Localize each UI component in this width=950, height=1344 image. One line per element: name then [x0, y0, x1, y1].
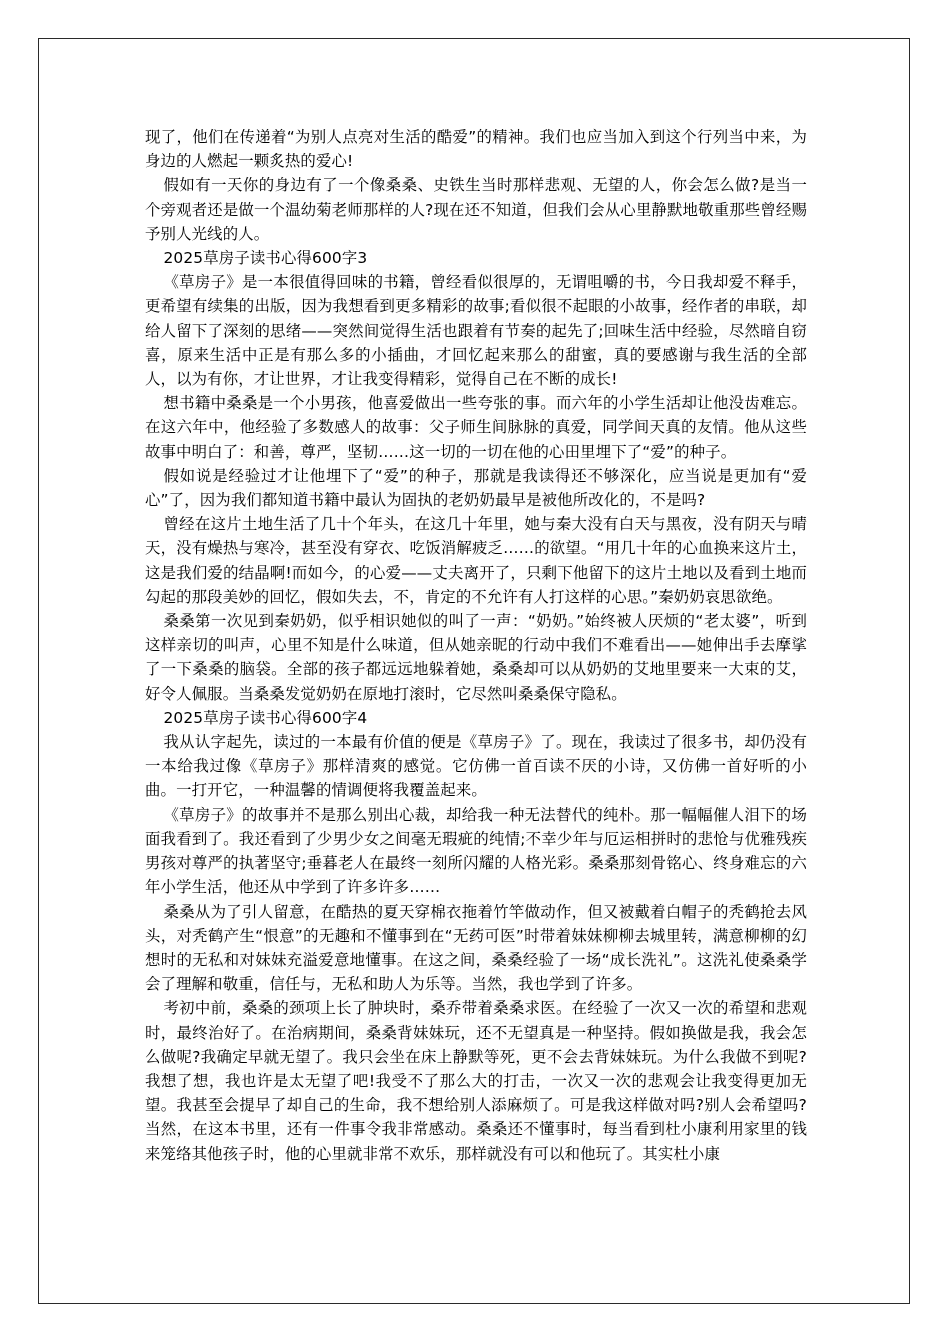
section-heading-4: 2025草房子读书心得600字4: [163, 708, 368, 727]
paragraph-3: 《草房子》是一本很值得回味的书籍，曾经看似很厚的，无谓咀嚼的书，今日我却爱不释手，更希望有续集的出版，因为我想看到更多精彩的故事;看似很不起眼的小故事，经作者的串联，却给人留下了深刻的思绪——突然间觉得生活也跟着有节奏的起先了;回味生活中经验，尽然暗自窃喜，原来生活中正是有那么多的小插曲，才回忆起来那么的甜蜜，真的要感谢与我生活的全部人，以为有你，才让世界，才让我变得精彩，觉得自己在不断的成长!: [145, 273, 807, 389]
paragraph-6: 曾经在这片土地生活了几十个年头，在这几十年里，她与秦大没有白天与黑夜，没有阴天与晴天，没有燥热与寒冷，甚至没有穿衣、吃饭消解疲乏……的欲望。“用几十年的心血换来这片土，这是我们爱的结晶啊!而如今，的心爱——丈夫离开了，只剩下他留下的这片土地以及看到土地而勾起的那段美妙的回忆，假如失去，不，肯定的不允许有人打这样的心思。”秦奶奶哀思欲绝。: [145, 515, 807, 606]
paragraph-2: 假如有一天你的身边有了一个像桑桑、史铁生当时那样悲观、无望的人，你会怎么做?是当一个旁观者还是做一个温幼菊老师那样的人?现在还不知道，但我们会从心里静默地敬重那些曾经赐予别人光线的人。: [145, 176, 807, 243]
section-heading-3: 2025草房子读书心得600字3: [163, 249, 368, 268]
paragraph-1: 现了，他们在传递着“为别人点亮对生活的酷爱”的精神。我们也应当加入到这个行列当中来，为身边的人燃起一颗炙热的爱心!: [145, 128, 807, 171]
paragraph-10: 桑桑从为了引人留意，在酷热的夏天穿棉衣拖着竹竿做动作，但又被戴着白帽子的秃鹤抢去风头，对秃鹤产生“恨意”的无趣和不懂事到在“无药可医”时带着妹妹柳柳去城里转，满意柳柳的幻想时的无私和对妹妹充溢爱意地懂事。在这之间，桑桑经验了一场“成长洗礼”。这洗礼使桑桑学会了理解和敬重，信任与，无私和助人为乐等。当然，我也学到了许多。: [145, 902, 807, 994]
paragraph-4: 想书籍中桑桑是一个小男孩，他喜爱做出一些夸张的事。而六年的小学生活却让他没齿难忘。在这六年中，他经验了多数感人的故事：父子师生间脉脉的真爱，同学间天真的友情。他从这些故事中明白了：和善，尊严，坚韧……这一切的一切在他的心田里埋下了“爱”的种子。: [145, 394, 807, 461]
paragraph-8: 我从认字起先，读过的一本最有价值的便是《草房子》了。现在，我读过了很多书，却仍没有一本给我过像《草房子》那样清爽的感觉。它仿佛一首百读不厌的小诗，又仿佛一首好听的小曲。一打开它，一种温馨的情调便将我覆盖起来。: [145, 733, 807, 800]
paragraph-7: 桑桑第一次见到秦奶奶，似乎相识她似的叫了一声：“奶奶。”始终被人厌烦的“老太婆”，听到这样亲切的叫声，心里不知是什么味道，但从她亲昵的行动中我们不难看出——她伸出手去摩挲了一下桑桑的脑袋。全部的孩子都远远地躲着她，桑桑却可以从奶奶的艾地里要来一大束的艾，好令人佩服。当桑桑发觉奶奶在原地打滚时，它尽然叫桑桑保守隐私。: [145, 612, 807, 703]
paragraph-9: 《草房子》的故事并不是那么别出心裁，却给我一种无法替代的纯朴。那一幅幅催人泪下的场面我看到了。我还看到了少男少女之间毫无瑕疵的纯情;不幸少年与厄运相拼时的悲怆与优雅残疾男孩对尊严的执著坚守;垂暮老人在最终一刻所闪耀的人格光彩。桑桑那刻骨铭心、终身难忘的六年小学生活，他还从中学到了许多许多……: [145, 805, 807, 897]
document-body: [145, 125, 807, 1166]
paragraph-11: 考初中前，桑桑的颈项上长了肿块时，桑乔带着桑桑求医。在经验了一次又一次的希望和悲观时，最终治好了。在治病期间，桑桑背妹妹玩，还不无望真是一种坚持。假如换做是我，我会怎么做呢?我确定早就无望了。我只会坐在床上静默等死，更不会去背妹妹玩。为什么我做不到呢?我想了想，我也许是太无望了吧!我受不了那么大的打击，一次又一次的悲观会让我变得更加无望。我甚至会提早了却自己的生命，我不想给别人添麻烦了。可是我这样做对吗?别人会希望吗?当然，在这本书里，还有一件事令我非常感动。桑桑还不懂事时，每当看到杜小康利用家里的钱来笼络其他孩子时，他的心里就非常不欢乐，那样就没有可以和他玩了。其实杜小康: [145, 999, 807, 1163]
paragraph-5: 假如说是经验过才让他埋下了“爱”的种子，那就是我读得还不够深化，应当说是更加有“爱心”了，因为我们都知道书籍中最认为固执的老奶奶最早是被他所改化的，不是吗?: [145, 466, 807, 510]
